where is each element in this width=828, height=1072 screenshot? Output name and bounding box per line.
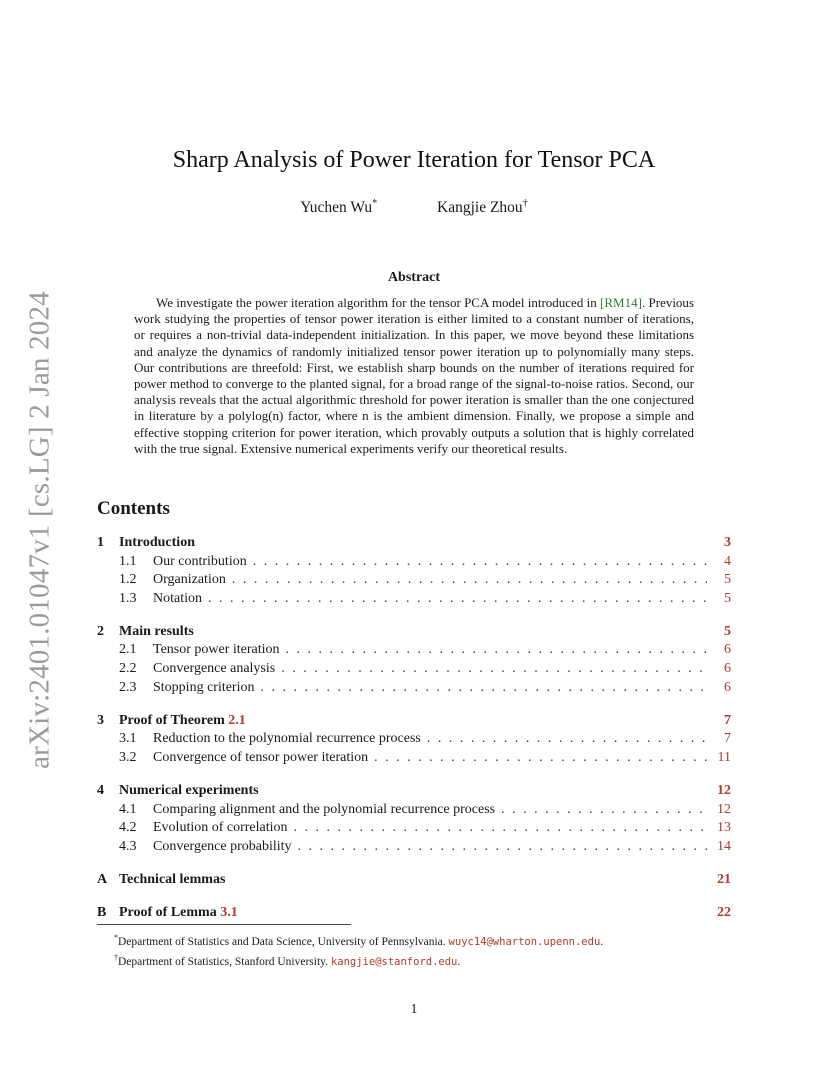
toc-page-link[interactable]: 6 <box>724 661 731 677</box>
abstract-text-rest: . Previous work studying the properties of tensor power iteration is either limited to a constant number of iterations, or requires a non-trivial data-independent initialization. In this paper, we move beyond these limitations and analyze the dynamics of randomly initialized tensor power iteration up to polynomially many steps. Our contributions are threefold: First, we establish sharp bounds on the number of iterations required for power method to converge to the planted signal, for a broad range of the signal-to-noise ratios. Second, our analysis reveals that the actual algorithmic threshold for power iteration is smaller than the one conjectured in literature by a polylog(n) factor, where n is the ambient dimension. Finally, we propose a simple and effective stopping criterion for power iteration, which provably outputs a solution that is highly correlated with the true signal. Extensive numerical experiments verify our theoretical results. <box>134 295 694 456</box>
toc-subsection-number: 3.1 <box>119 731 137 747</box>
toc-page-link[interactable]: 7 <box>724 731 731 747</box>
toc-subsection-title: Notation <box>153 590 202 606</box>
toc-leader-dots <box>294 820 707 836</box>
toc-subsection-entry[interactable] <box>97 731 731 750</box>
footnote-text: Department of Statistics and Data Science, University of Pennsylvania. <box>118 935 449 948</box>
toc-cross-reference[interactable]: 2.1 <box>228 712 246 728</box>
toc-subsection-entry[interactable] <box>97 839 731 858</box>
toc-section-number: B <box>97 905 107 920</box>
toc-subsection-entry[interactable] <box>97 820 731 839</box>
toc-leader-dots <box>427 731 707 747</box>
author-list <box>0 198 828 217</box>
toc-section-title <box>119 872 225 888</box>
toc-section-number: 2 <box>97 623 104 639</box>
toc-section-title <box>119 783 259 799</box>
email-link[interactable]: kangjie@stanford.edu <box>330 956 458 969</box>
toc-page-link[interactable]: 6 <box>724 679 731 695</box>
footnote-divider <box>97 924 351 925</box>
toc-section <box>97 624 731 698</box>
toc-cross-reference[interactable]: 3.1 <box>220 905 238 920</box>
toc-section-title-text: Technical lemmas <box>119 871 226 887</box>
toc-page-link[interactable]: 3 <box>724 535 731 550</box>
toc-leader-dots <box>208 591 707 607</box>
toc-page-link[interactable]: 12 <box>717 801 731 817</box>
toc-section-title-text: Proof of Theorem <box>119 712 229 728</box>
toc-section-entry[interactable] <box>97 783 731 802</box>
page-number: 1 <box>410 1002 418 1017</box>
toc-section <box>97 905 731 924</box>
toc-section-entry[interactable] <box>97 624 731 643</box>
toc-subsection-entry[interactable] <box>97 642 731 661</box>
toc-section <box>97 872 731 891</box>
toc-subsection-title: Organization <box>153 572 226 588</box>
toc-leader-dots <box>232 572 707 588</box>
toc-subsection-title: Comparing alignment and the polynomial recurrence process <box>153 801 496 817</box>
toc-subsection-entry[interactable] <box>97 680 731 699</box>
toc-page-link[interactable]: 5 <box>724 572 731 588</box>
arxiv-identifier-text: arXiv:2401.01047v1 [cs.LG] 2 Jan 2024 <box>23 291 56 769</box>
toc-subsection-title: Reduction to the polynomial recurrence process <box>153 731 421 747</box>
toc-section-title-text: Numerical experiments <box>119 783 259 799</box>
toc-leader-dots <box>501 802 707 818</box>
author-1 <box>300 198 377 217</box>
toc-page-link[interactable]: 5 <box>724 590 731 606</box>
footnote <box>114 950 603 970</box>
contents-heading: Contents <box>97 498 170 519</box>
toc-page-link[interactable]: 6 <box>724 642 731 658</box>
toc-page-link[interactable]: 14 <box>717 838 731 854</box>
paper-title: Sharp Analysis of Power Iteration for Tensor PCA <box>172 147 656 173</box>
author-name: Kangjie Zhou <box>437 199 523 217</box>
toc-subsection-number: 1.3 <box>119 590 137 606</box>
toc-page-link[interactable]: 11 <box>717 749 731 765</box>
toc-leader-dots <box>253 554 707 570</box>
toc-section-title <box>119 905 238 921</box>
toc-section-entry[interactable] <box>97 713 731 732</box>
table-of-contents <box>97 535 731 938</box>
toc-section-number: 3 <box>97 712 104 728</box>
toc-leader-dots <box>261 680 708 696</box>
toc-page-link[interactable]: 12 <box>717 783 731 799</box>
toc-subsection-title: Stopping criterion <box>153 679 255 695</box>
toc-subsection-number: 2.1 <box>119 642 137 658</box>
toc-subsection-title: Our contribution <box>153 553 247 569</box>
toc-section-title-text: Proof of Lemma <box>119 905 221 920</box>
email-link[interactable]: wuyc14@wharton.upenn.edu <box>448 935 601 948</box>
toc-subsection-number: 4.1 <box>119 801 137 817</box>
toc-leader-dots <box>374 750 707 766</box>
toc-subsection-entry[interactable] <box>97 750 731 769</box>
footnote-text: Department of Statistics, Stanford University. <box>118 956 331 969</box>
toc-section-title <box>119 713 246 729</box>
toc-subsection-number: 1.2 <box>119 572 137 588</box>
footnote-mark: † <box>114 953 118 963</box>
toc-leader-dots <box>298 839 707 855</box>
author-mark: * <box>372 198 378 209</box>
toc-section <box>97 713 731 769</box>
footnote-end: . <box>600 935 604 948</box>
abstract-body <box>134 295 694 457</box>
author-2 <box>437 198 528 217</box>
toc-subsection-number: 2.3 <box>119 679 137 695</box>
toc-subsection-title: Evolution of correlation <box>153 820 288 836</box>
toc-page-link[interactable]: 13 <box>717 820 731 836</box>
footnote-mark: * <box>114 933 118 942</box>
toc-section <box>97 535 731 609</box>
toc-section-title <box>119 535 195 551</box>
toc-leader-dots <box>286 642 707 658</box>
toc-page-link[interactable]: 22 <box>717 905 731 920</box>
toc-subsection-entry[interactable] <box>97 661 731 680</box>
toc-page-link[interactable]: 7 <box>724 712 731 728</box>
toc-subsection-number: 4.3 <box>119 838 137 854</box>
footnotes <box>114 930 603 971</box>
abstract-text-start: We investigate the power iteration algorithm for the tensor PCA model introduced in <box>156 295 601 310</box>
citation-link[interactable]: [RM14] <box>600 295 642 310</box>
arxiv-identifier <box>20 291 60 769</box>
toc-subsection-entry[interactable] <box>97 802 731 821</box>
toc-leader-dots <box>281 661 707 677</box>
toc-subsection-number: 1.1 <box>119 553 137 569</box>
author-name: Yuchen Wu <box>300 199 373 217</box>
toc-subsection-number: 2.2 <box>119 661 137 677</box>
toc-section-number: 4 <box>97 783 104 799</box>
toc-subsection-title: Convergence analysis <box>153 661 276 677</box>
toc-section-title <box>119 624 194 640</box>
toc-subsection-entry[interactable] <box>97 591 731 610</box>
toc-section-entry[interactable] <box>97 535 731 554</box>
toc-page-link[interactable]: 4 <box>724 553 731 569</box>
toc-subsection-entry[interactable] <box>97 554 731 573</box>
toc-page-link[interactable]: 5 <box>724 623 731 639</box>
toc-subsection-title: Convergence probability <box>153 838 292 854</box>
toc-subsection-number: 4.2 <box>119 820 137 836</box>
toc-section-title-text: Introduction <box>119 535 195 550</box>
abstract-heading: Abstract <box>387 270 441 285</box>
footnote-end: . <box>457 956 461 969</box>
toc-section-entry[interactable] <box>97 872 731 891</box>
toc-subsection-title: Convergence of tensor power iteration <box>153 749 369 765</box>
toc-section <box>97 783 731 857</box>
toc-section-number: 1 <box>97 535 104 550</box>
footnote <box>114 930 603 950</box>
toc-subsection-number: 3.2 <box>119 749 137 765</box>
toc-section-entry[interactable] <box>97 905 731 924</box>
toc-page-link[interactable]: 21 <box>717 871 731 887</box>
toc-section-title-text: Main results <box>119 623 194 639</box>
toc-section-number: A <box>97 871 108 887</box>
author-mark: † <box>522 198 528 209</box>
toc-subsection-title: Tensor power iteration <box>153 642 280 658</box>
toc-subsection-entry[interactable] <box>97 572 731 591</box>
